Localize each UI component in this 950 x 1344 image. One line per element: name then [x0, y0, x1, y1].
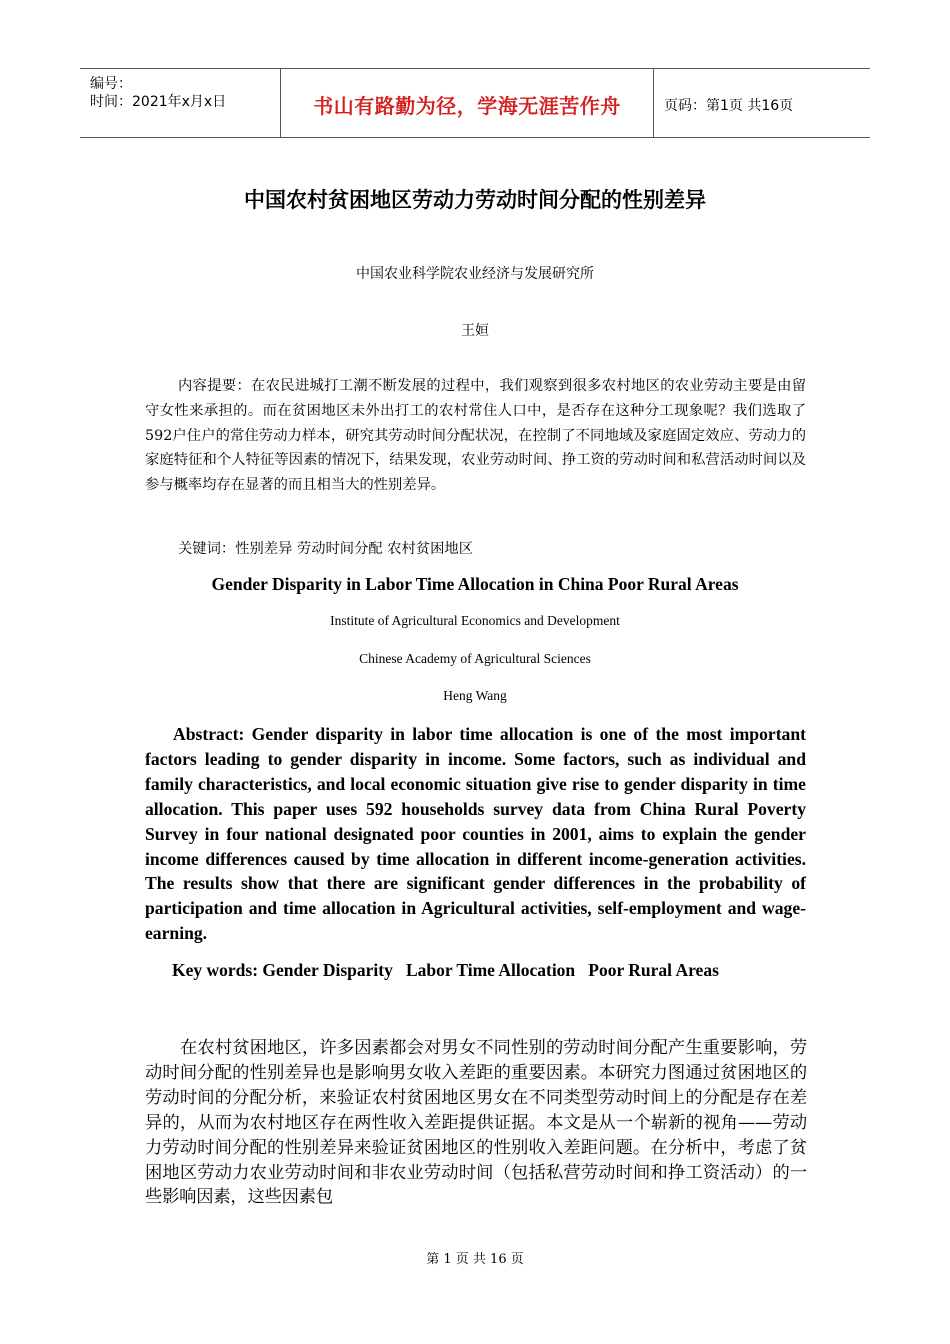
document-title: 中国农村贫困地区劳动力劳动时间分配的性别差异 [244, 188, 706, 212]
abstract-cn: 内容提要：在农民进城打工潮不断发展的过程中，我们观察到很多农村地区的农业劳动主要是由留守女性来承担的。而在贫困地区未外出打工的农村常住人口中，是否存在这种分工现象呢？我们选取了592户住户的常住劳动力样本，研究其劳动时间分配状况，在控制了不同地域及家庭固定效应、劳动力的家庭特征和个人特征等因素的情况下，结果发现，农业劳动时间、挣工资的劳动时间和私营活动时间以及参与概率均存在显著的而且相当大的性别差异。 [145, 378, 806, 494]
title-en: Gender Disparity in Labor Time Allocation in China Poor Rural Areas [211, 574, 739, 594]
keywords-cn: 关键词：性别差异 劳动时间分配 农村贫困地区 [178, 541, 474, 557]
abstract-en: Abstract: Gender disparity in labor time allocation is one of the most important factors leading to gender disparity in income. Some factors, such as individual and family characteristics, and local economic situation give rise to gender disparity in time allocation. This paper uses 592 households survey data from China Rural Poverty Survey in four national designated poor counties in 2001, aims to explain the gender income differences caused by time allocation in different income-generation activities. The results show that there are significant gender differences in the probability of participation and time allocation in Agricultural activities, self-employment and wage-earning. [145, 724, 806, 944]
author-en: Heng Wang [443, 688, 507, 703]
institution-en-2: Chinese Academy of Agricultural Sciences [359, 651, 591, 666]
page-footer: 第 1 页 共 16 页 [426, 1252, 524, 1267]
body-paragraph: 在农村贫困地区，许多因素都会对男女不同性别的劳动时间分配产生重要影响，劳动时间分配的性别差异也是影响男女收入差距的重要因素。本研究力图通过贫困地区的劳动时间的分配分析，来验证农村贫困地区男女在不同类型劳动时间上的分配是存在差异的，从而为农村地区存在两性收入差距提供证据。本文是从一个崭新的视角——劳动力劳动时间分配的性别差异来验证贫困地区的性别收入差距问题。在分析中，考虑了贫困地区劳动力农业劳动时间和非农业劳动时间（包括私营劳动时间和挣工资活动）的一些影响因素，这些因素包 [145, 1038, 807, 1208]
institution-en-1: Institute of Agricultural Economics and Development [330, 613, 620, 628]
document-number-label: 编号： [90, 76, 132, 92]
page-header [80, 68, 870, 138]
header-page-info: 页码：第1页 共16页 [664, 98, 794, 114]
header-meta-cell [80, 69, 281, 137]
header-motto-cell [281, 69, 654, 137]
document-date: 时间：2021年x月x日 [90, 94, 227, 110]
institution-cn: 中国农业科学院农业经济与发展研究所 [356, 266, 594, 282]
header-motto: 书山有路勤为径，学海无涯苦作舟 [313, 94, 621, 118]
author-cn: 王姮 [461, 323, 489, 339]
keywords-en: Key words: Gender Disparity Labor Time Allocation Poor Rural Areas [172, 960, 719, 980]
